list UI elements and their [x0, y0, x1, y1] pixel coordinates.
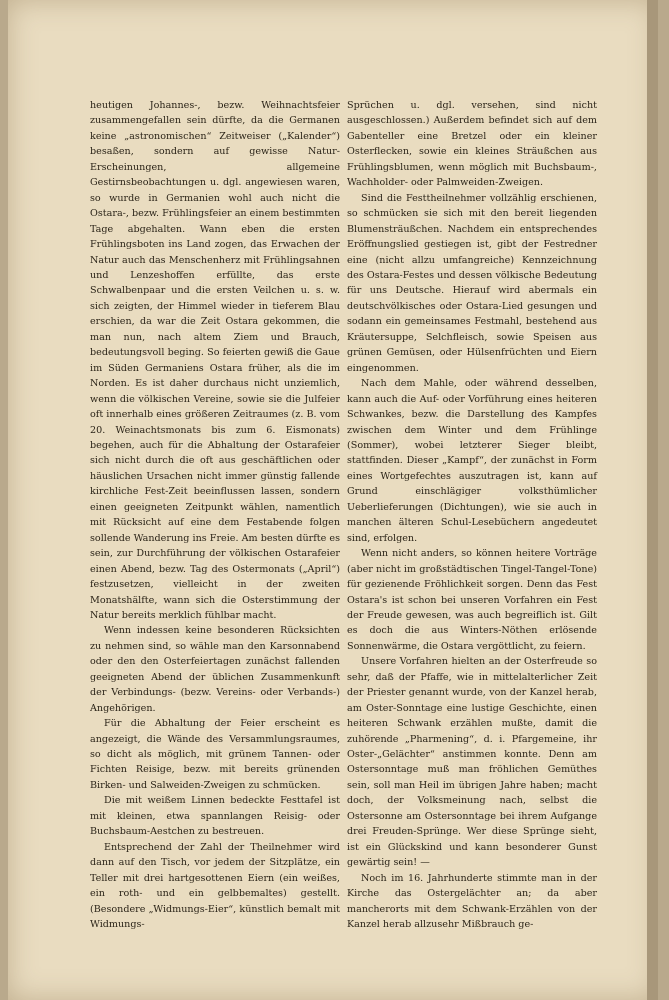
book-page — [8, 0, 658, 1000]
paragraph: Die mit weißem Linnen bedeckte Festtafel ist mit kleinen, etwa spannlangen Reisig- oder Buchsbaum-Aestchen zu bestreuen. — [90, 795, 340, 838]
right-column — [347, 98, 597, 932]
page-edge — [647, 0, 658, 1000]
left-column — [90, 98, 340, 932]
paragraph: heutigen Johannes-, bezw. Weihnachtsfeier zusammengefallen sein dürfte, da die Germanen keine „astronomischen“ Zeitweiser („Kalender“) besaßen, sondern auf gewisse Natur-Erscheinungen, allgemeine Gestirnsbeobachtungen u. dgl. angewiesen waren, so wurde in Germanien wohl auch nicht die Ostara-, bezw. Frühlingsfeier an einem bestimmten Tage abgehalten. Wann eben die ersten Frühlingsboten ins Land zogen, das Erwachen der Natur auch das Menschenherz mit Frühlingsahnen und Lenzeshoffen erfüllte, das erste Schwalbenpaar und die ersten Veilchen u. s. w. sich zeigten, der Himmel wieder in tieferem Blau erschien, da war die Zeit Ostara gekommen, die man nun, nach altem Ziem und Brauch, bedeutungsvoll beging. So feierten gewiß die Gaue im Süden Germaniens Ostara früher, als die im Norden. Es ist daher durchaus nicht unziemlich, wenn die völkischen Vereine, sowie sie die Julfeier oft innerhalb eines größeren Zeitraumes (z. B. vom 20. Weinachtsmonats bis zum 6. Eismonats) begehen, auch für die Abhaltung der Ostarafeier sich nicht durch die oft aus geschäftlichen oder häuslichen Ursachen nicht immer günstig fallende kirchliche Fest-Zeit beeinflussen lassen, sondern einen geeigneten Zeitpunkt wählen, namentlich mit Rücksicht auf eine dem Festabende folgen sollende Wanderung ins Freie. Am besten dürfte es sein, zur Durchführung der völkischen Ostarafeier einen Abend, bezw. Tag des Ostermonats („April“) festzusetzen, vielleicht in der zweiten Monatshälfte, wann sich die Osterstimmung der Natur bereits merklich fühlbar macht. — [90, 100, 340, 621]
paragraph: Noch im 16. Jahrhunderte stimmte man in der Kirche das Ostergelächter an; da aber mancherorts mit dem Schwank-Erzählen von der Kanzel herab allzusehr Mißbrauch ge- — [347, 872, 597, 931]
paragraph: Unsere Vorfahren hielten an der Osterfreude so sehr, daß der Pfaffe, wie in mittelalterlicher Zeit der Priester genannt wurde, von der Kanzel herab, am Oster-Sonntage eine lustige Geschichte, einen heiteren Schwank erzählen mußte, damit die zuhörende „Pharmening“, d. i. Pfargemeine, ihr Oster-„Gelächter“ anstimmen konnte. Denn am Ostersonntage muß man fröhlichen Gemüthes sein, soll man Heil im übrigen Jahre haben; macht doch, der Volksmeinung nach, selbst die Ostersonne am Ostersonntage bei ihrem Aufgange drei Freuden-Sprünge. Wer diese Sprünge sieht, ist ein Glückskind und kann besonderer Gunst gewärtig sein! — — [347, 656, 597, 869]
paragraph: Wenn indessen keine besonderen Rücksichten zu nehmen sind, so wähle man den Karsonnabend oder den den Osterfeiertagen zunächst fallenden geeigneten Abend der üblichen Zusammenkunft der Verbindungs- (bezw. Vereins- oder Verbands-) Angehörigen. — [90, 625, 340, 714]
paragraph: Wenn nicht anders, so können heitere Vorträge (aber nicht im großstädtischen Tingel-Tangel-Tone) für gezienende Fröhlichkeit sorgen. Denn das Fest Ostara's ist schon bei unseren Vorfahren ein Fest der Freude gewesen, was auch begreiflich ist. Gilt es doch die aus Winters-Nöthen erlösende Sonnenwärme, die Ostara vergöttlicht, zu feiern. — [347, 548, 597, 652]
paragraph: Für die Abhaltung der Feier erscheint es angezeigt, die Wände des Versammlungsraumes, so dicht als möglich, mit grünem Tannen- oder Fichten Reisige, bezw. mit bereits grünenden Birken- und Salweiden-Zweigen zu schmücken. — [90, 718, 340, 791]
paragraph: Sprüchen u. dgl. versehen, sind nicht ausgeschlossen.) Außerdem befindet sich auf dem Gabenteller eine Bretzel oder ein kleiner Osterflecken, sowie ein kleines Sträußchen aus Frühlingsblumen, wenn möglich mit Buchsbaum-, Wachholder- oder Palmweiden-Zweigen. — [347, 100, 597, 189]
paragraph: Sind die Festtheilnehmer vollzählig erschienen, so schmücken sie sich mit den bereit liegenden Blumensträußchen. Nachdem ein entsprechendes Eröffnungslied gestiegen ist, gibt der Festredner eine (nicht allzu umfangreiche) Kennzeichnung des Ostara-Festes und dessen völkische Bedeutung für uns Deutsche. Hierauf wird abermals ein deutschvölkisches oder Ostara-Lied gesungen und sodann ein gemeinsames Festmahl, bestehend aus Kräutersuppe, Selchfleisch, sowie Speisen aus grünen Gemüsen, oder Hülsenfrüchten und Eiern eingenommen. — [347, 192, 597, 374]
paragraph: Nach dem Mahle, oder während desselben, kann auch die Auf- oder Vorführung eines heiteren Schwankes, bezw. die Darstellung des Kampfes zwischen dem Winter und dem Frühlinge (Sommer), wobei letzterer Sieger bleibt, stattfinden. Dieser „Kampf“, der zunächst in Form eines Wortgefechtes auszutragen ist, kann auf Grund einschlägiger volksthümlicher Ueberlieferungen (Dichtungen), wie sie auch in manchen älteren Schul-Lesebüchern angedeutet sind, erfolgen. — [347, 378, 597, 544]
paragraph: Entsprechend der Zahl der Theilnehmer wird dann auf den Tisch, vor jedem der Sitzplätze, ein Teller mit drei hartgesottenen Eiern (ein weißes, ein roth- und ein gelbbemaltes) gestellt. (Besondere „Widmungs-Eier“, künstlich bemalt mit Widmungs- — [90, 841, 340, 931]
